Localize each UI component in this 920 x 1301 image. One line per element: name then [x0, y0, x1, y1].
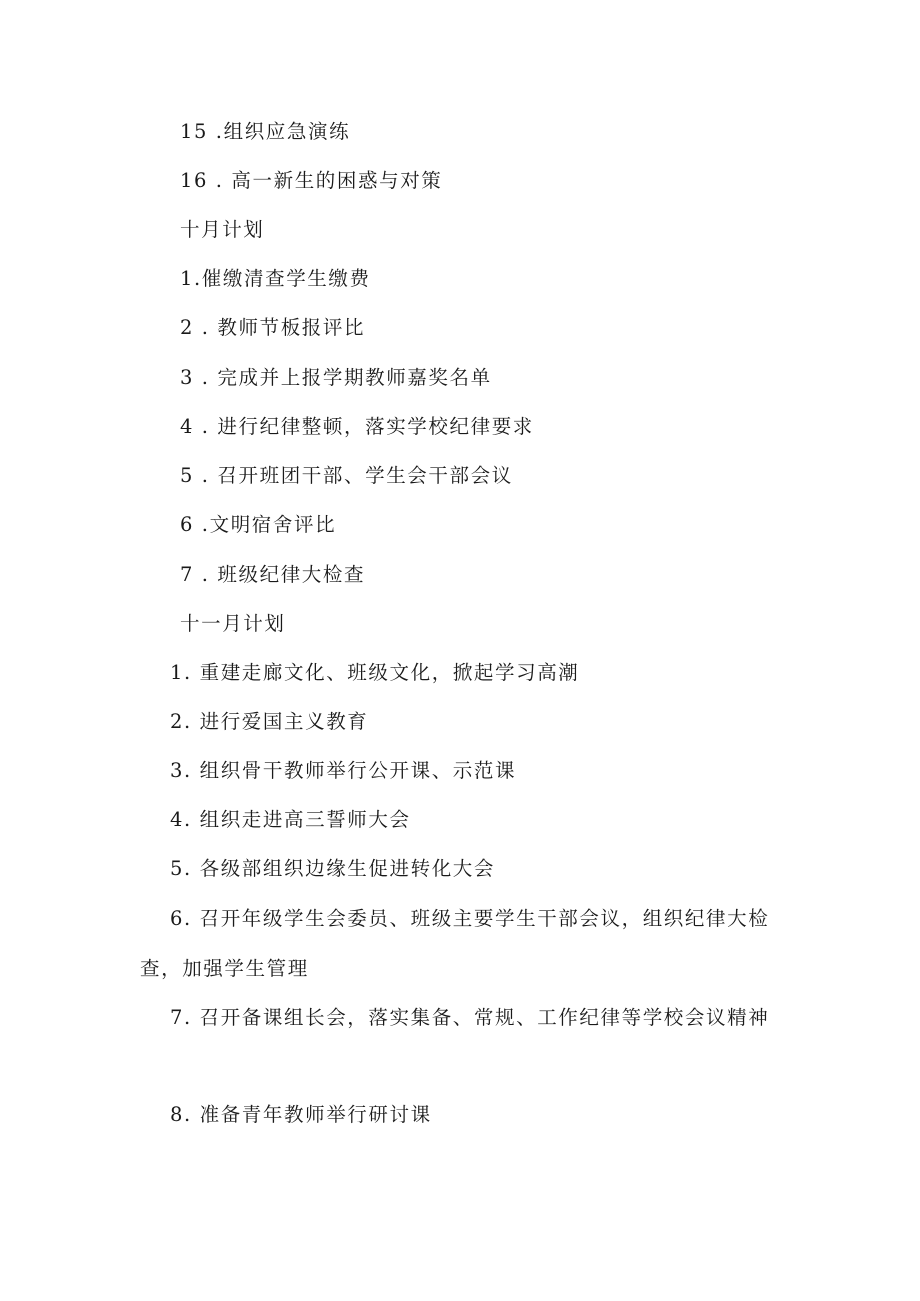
- list-item-october-6: 6 .文明宿舍评比: [180, 513, 337, 536]
- list-item-october-2: 2 . 教师节板报评比: [180, 316, 366, 339]
- list-item-november-7: 7. 召开备课组长会，落实集备、常规、工作纪律等学校会议精神: [170, 1006, 770, 1029]
- list-item-october-1: 1.催缴清查学生缴费: [180, 267, 371, 290]
- list-item-october-3: 3 . 完成并上报学期教师嘉奖名单: [180, 366, 492, 389]
- list-item-november-5: 5. 各级部组织边缘生促进转化大会: [170, 857, 496, 880]
- list-item-november-4: 4. 组织走进高三誓师大会: [170, 808, 411, 831]
- list-item-october-5: 5 . 召开班团干部、学生会干部会议: [180, 464, 513, 487]
- list-item-november-2: 2. 进行爱国主义教育: [170, 710, 369, 733]
- list-item-november-6: 6. 召开年级学生会委员、班级主要学生干部会议，组织纪律大检查，加强学生管理: [140, 907, 770, 980]
- list-item-november-3: 3. 组织骨干教师举行公开课、示范课: [170, 759, 517, 782]
- list-item-october-4: 4 . 进行纪律整顿，落实学校纪律要求: [180, 415, 534, 438]
- list-item-november-8: 8. 准备青年教师举行研讨课: [170, 1103, 432, 1126]
- list-item-october-7: 7 . 班级纪律大检查: [180, 563, 366, 586]
- list-item-oct-prev-16: 16 . 高一新生的困惑与对策: [180, 169, 443, 192]
- section-heading-november: 十一月计划: [180, 612, 286, 635]
- section-heading-october: 十月计划: [180, 218, 265, 241]
- list-item-oct-prev-15: 15 .组织应急演练: [180, 120, 351, 143]
- list-item-november-1: 1. 重建走廊文化、班级文化，掀起学习高潮: [170, 661, 580, 684]
